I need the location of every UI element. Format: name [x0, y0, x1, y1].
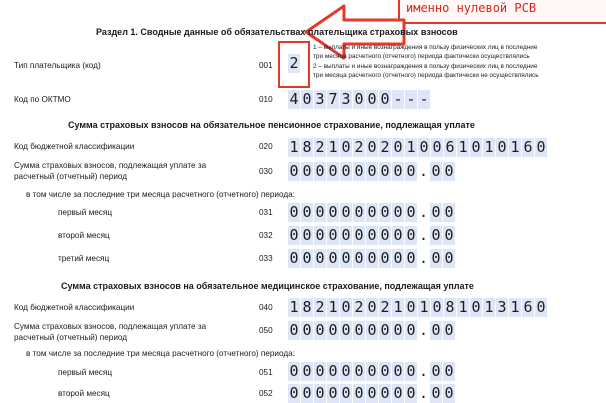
- digit-cell[interactable]: 0: [367, 138, 377, 156]
- digit-cell[interactable]: 1: [328, 138, 338, 156]
- digit-cell[interactable]: 0: [497, 138, 507, 156]
- digit-cell[interactable]: 1: [458, 298, 468, 316]
- medical-sum-rub[interactable]: [288, 321, 417, 340]
- digit-cell[interactable]: 0: [393, 162, 403, 180]
- digit-cell[interactable]: 0: [444, 384, 454, 402]
- digit-cell[interactable]: 0: [341, 384, 351, 402]
- digit-cell[interactable]: 3: [315, 90, 325, 108]
- digit-cell[interactable]: 2: [380, 298, 390, 316]
- digit-cell[interactable]: 0: [289, 203, 299, 221]
- digit-cell[interactable]: 0: [380, 90, 390, 108]
- digit-cell[interactable]: 0: [406, 321, 416, 339]
- digit-cell[interactable]: 0: [444, 321, 454, 339]
- digit-cell[interactable]: 0: [354, 321, 364, 339]
- digit-cell[interactable]: 0: [302, 321, 312, 339]
- digit-cell[interactable]: 0: [536, 298, 546, 316]
- decimal-point: .: [419, 362, 429, 380]
- digit-cell[interactable]: 6: [523, 138, 533, 156]
- oktmo-field[interactable]: [288, 90, 430, 109]
- digit-cell[interactable]: 2: [315, 138, 325, 156]
- digit-cell[interactable]: 0: [341, 362, 351, 380]
- digit-cell[interactable]: -: [406, 90, 416, 108]
- pension-m1-code: 031: [259, 208, 273, 217]
- decimal-point: .: [419, 384, 429, 402]
- digit-cell[interactable]: 0: [289, 321, 299, 339]
- payer-type-note-2: три месяца расчетного (отчетного) периода фактически осуществлялись: [313, 53, 530, 60]
- digit-cell[interactable]: 1: [393, 298, 403, 316]
- section-title: Раздел 1. Сводные данные об обязательствах плательщика страховых взносов: [96, 27, 458, 37]
- digit-cell[interactable]: 0: [328, 249, 338, 267]
- digit-cell[interactable]: 0: [354, 384, 364, 402]
- digit-cell[interactable]: 0: [406, 162, 416, 180]
- digit-cell[interactable]: 1: [510, 298, 520, 316]
- digit-cell[interactable]: 1: [289, 298, 299, 316]
- digit-cell[interactable]: 2: [354, 138, 364, 156]
- digit-cell[interactable]: 0: [380, 249, 390, 267]
- pension-sum-code: 030: [259, 167, 273, 176]
- decimal-point: .: [419, 162, 429, 180]
- payer-type-note-3: 2 – выплаты и иные вознаграждения в пользу физических лиц в последние: [313, 63, 538, 70]
- digit-cell[interactable]: 0: [328, 162, 338, 180]
- digit-cell[interactable]: 0: [432, 298, 442, 316]
- digit-cell[interactable]: 0: [289, 226, 299, 244]
- digit-cell[interactable]: 3: [497, 298, 507, 316]
- decimal-point: .: [419, 321, 429, 339]
- pension-m2-field[interactable]: [288, 226, 455, 245]
- medical-incl-label: в том числе за последние три месяца расчетного (отчетного) периода:: [26, 349, 295, 358]
- medical-sum-field[interactable]: [288, 321, 455, 340]
- digit-cell[interactable]: 0: [380, 203, 390, 221]
- pension-kbk-code: 020: [259, 142, 273, 151]
- pension-sum-field[interactable]: [288, 162, 455, 181]
- payer-type-highlight: [278, 41, 310, 88]
- digit-cell[interactable]: 0: [328, 384, 338, 402]
- digit-cell[interactable]: 0: [444, 249, 454, 267]
- pension-m3-code: 033: [259, 254, 273, 263]
- pension-m1-rub[interactable]: [288, 203, 417, 222]
- digit-cell[interactable]: 0: [406, 298, 416, 316]
- payer-type-code: 001: [259, 61, 273, 70]
- callout-note: [398, 0, 606, 24]
- digit-cell[interactable]: 3: [341, 90, 351, 108]
- digit-cell[interactable]: 0: [406, 203, 416, 221]
- digit-cell[interactable]: 1: [510, 138, 520, 156]
- payer-type-note-1: 1 – выплаты и иные вознаграждения в пользу физических лиц в последние: [313, 44, 538, 51]
- digit-cell[interactable]: 0: [289, 384, 299, 402]
- digit-cell[interactable]: 0: [302, 384, 312, 402]
- medical-title: Сумма страховых взносов на обязательное медицинское страхование, подлежащая уплате: [61, 281, 474, 291]
- digit-cell[interactable]: 8: [445, 298, 455, 316]
- pension-m2-rub[interactable]: [288, 226, 417, 245]
- medical-m1-code: 051: [259, 368, 273, 377]
- digit-cell[interactable]: 0: [315, 384, 325, 402]
- digit-cell[interactable]: 0: [380, 162, 390, 180]
- digit-cell[interactable]: 0: [354, 362, 364, 380]
- medical-sum-label-2: расчетный (отчетный) период: [14, 333, 128, 342]
- digit-cell[interactable]: 0: [431, 362, 441, 380]
- digit-cell[interactable]: 0: [354, 249, 364, 267]
- medical-m2-rub[interactable]: [288, 384, 417, 403]
- digit-cell[interactable]: 0: [367, 90, 377, 108]
- digit-cell[interactable]: 0: [289, 362, 299, 380]
- digit-cell[interactable]: 0: [367, 384, 377, 402]
- digit-cell[interactable]: 0: [367, 298, 377, 316]
- digit-cell[interactable]: 0: [289, 162, 299, 180]
- medical-m2-code: 052: [259, 389, 273, 398]
- pension-incl-label: в том числе за последние три месяца расчетного (отчетного) периода:: [26, 190, 295, 199]
- medical-kbk-label: Код бюджетной классификации: [14, 303, 135, 312]
- digit-cell[interactable]: 0: [393, 384, 403, 402]
- oktmo-code: 010: [259, 95, 273, 104]
- digit-cell[interactable]: 0: [302, 90, 312, 108]
- pension-kbk-field[interactable]: [288, 138, 547, 157]
- digit-cell[interactable]: 0: [354, 90, 364, 108]
- digit-cell[interactable]: 8: [302, 298, 312, 316]
- digit-cell[interactable]: 1: [419, 298, 429, 316]
- digit-cell[interactable]: 0: [471, 138, 481, 156]
- payer-type-note-4: три месяца расчетного (отчетного) периода фактически не осуществлялись: [313, 72, 539, 79]
- digit-cell[interactable]: 2: [354, 298, 364, 316]
- medical-kbk-field[interactable]: [288, 298, 547, 317]
- digit-cell[interactable]: 0: [367, 203, 377, 221]
- pension-kbk-label: Код бюджетной классификации: [14, 142, 135, 151]
- digit-cell[interactable]: 8: [302, 138, 312, 156]
- decimal-point: .: [419, 203, 429, 221]
- digit-cell[interactable]: 1: [406, 138, 416, 156]
- medical-m1-field[interactable]: [288, 362, 455, 381]
- digit-cell[interactable]: 0: [328, 362, 338, 380]
- digit-cell[interactable]: 2: [315, 298, 325, 316]
- digit-cell[interactable]: 0: [341, 138, 351, 156]
- digit-cell[interactable]: 0: [367, 362, 377, 380]
- digit-cell[interactable]: 0: [302, 362, 312, 380]
- pension-m1-kop[interactable]: [430, 203, 455, 222]
- pension-title: Сумма страховых взносов на обязательное пенсионное страхование, подлежащая уплате: [68, 120, 475, 130]
- digit-cell[interactable]: 0: [419, 138, 429, 156]
- medical-sum-kop[interactable]: [430, 321, 455, 340]
- digit-cell[interactable]: 0: [341, 321, 351, 339]
- digit-cell[interactable]: 1: [289, 138, 299, 156]
- digit-cell[interactable]: 0: [406, 226, 416, 244]
- digit-cell[interactable]: 0: [302, 203, 312, 221]
- digit-cell[interactable]: 0: [354, 162, 364, 180]
- pension-sum-kop[interactable]: [430, 162, 455, 181]
- digit-cell[interactable]: 0: [315, 162, 325, 180]
- digit-cell[interactable]: 0: [444, 162, 454, 180]
- digit-cell[interactable]: 0: [328, 203, 338, 221]
- digit-cell[interactable]: 0: [393, 249, 403, 267]
- digit-cell[interactable]: 0: [536, 138, 546, 156]
- digit-cell[interactable]: 0: [367, 321, 377, 339]
- medical-m1-rub[interactable]: [288, 362, 417, 381]
- payer-type-label: Тип плательщика (код): [14, 61, 101, 70]
- digit-cell[interactable]: 0: [406, 384, 416, 402]
- pension-m3-field[interactable]: [288, 249, 455, 268]
- medical-m2-kop[interactable]: [430, 384, 455, 403]
- digit-cell[interactable]: 0: [315, 362, 325, 380]
- digit-cell[interactable]: 0: [393, 321, 403, 339]
- digit-cell[interactable]: 0: [328, 226, 338, 244]
- digit-cell[interactable]: 0: [302, 162, 312, 180]
- medical-m1-kop[interactable]: [430, 362, 455, 381]
- medical-m1-label: первый месяц: [58, 368, 113, 377]
- digit-cell[interactable]: 0: [471, 298, 481, 316]
- digit-cell[interactable]: 0: [380, 321, 390, 339]
- digit-cell[interactable]: 0: [406, 362, 416, 380]
- decimal-point: .: [419, 249, 429, 267]
- digit-cell[interactable]: 0: [302, 249, 312, 267]
- medical-m2-field[interactable]: [288, 384, 455, 403]
- digit-cell[interactable]: 0: [341, 298, 351, 316]
- medical-sum-label-1: Сумма страховых взносов, подлежащая уплате за: [14, 322, 207, 331]
- digit-cell[interactable]: 0: [341, 249, 351, 267]
- pension-m2-label: второй месяц: [58, 231, 110, 240]
- pension-m3-rub[interactable]: [288, 249, 417, 268]
- digit-cell[interactable]: 0: [315, 226, 325, 244]
- digit-cell[interactable]: 0: [367, 226, 377, 244]
- digit-cell[interactable]: 1: [458, 138, 468, 156]
- digit-cell[interactable]: -: [393, 90, 403, 108]
- digit-cell[interactable]: 0: [302, 226, 312, 244]
- digit-cell[interactable]: 0: [431, 226, 441, 244]
- digit-cell[interactable]: 0: [315, 321, 325, 339]
- digit-cell[interactable]: 1: [484, 138, 494, 156]
- digit-cell[interactable]: 0: [354, 226, 364, 244]
- digit-cell[interactable]: 0: [367, 249, 377, 267]
- digit-cell[interactable]: 1: [328, 298, 338, 316]
- digit-cell[interactable]: 0: [444, 362, 454, 380]
- digit-cell[interactable]: 0: [406, 249, 416, 267]
- medical-kbk-code: 040: [259, 303, 273, 312]
- digit-cell[interactable]: 4: [289, 90, 299, 108]
- digit-cell[interactable]: 0: [341, 162, 351, 180]
- decimal-point: .: [419, 226, 429, 244]
- callout-text: именно нулевой РСВ: [406, 1, 537, 15]
- digit-cell[interactable]: 2: [380, 138, 390, 156]
- payer-type-cell[interactable]: 2: [289, 54, 299, 72]
- digit-cell[interactable]: 0: [431, 249, 441, 267]
- digit-cell[interactable]: 0: [431, 162, 441, 180]
- digit-cell[interactable]: 0: [341, 226, 351, 244]
- digit-cell[interactable]: 0: [393, 226, 403, 244]
- digit-cell[interactable]: 0: [444, 203, 454, 221]
- pension-m2-code: 032: [259, 231, 273, 240]
- digit-cell[interactable]: 0: [393, 362, 403, 380]
- digit-cell[interactable]: 6: [523, 298, 533, 316]
- digit-cell[interactable]: 0: [432, 138, 442, 156]
- digit-cell[interactable]: 0: [380, 226, 390, 244]
- pension-m2-kop[interactable]: [430, 226, 455, 245]
- digit-cell[interactable]: 0: [431, 203, 441, 221]
- oktmo-label: Код по ОКТМО: [14, 95, 71, 104]
- digit-cell[interactable]: 1: [484, 298, 494, 316]
- pension-m1-field[interactable]: [288, 203, 455, 222]
- pension-sum-label-1: Сумма страховых взносов, подлежащая уплате за: [14, 161, 207, 170]
- digit-cell[interactable]: 0: [393, 203, 403, 221]
- digit-cell[interactable]: 6: [445, 138, 455, 156]
- medical-sum-code: 050: [259, 326, 273, 335]
- medical-m2-label: второй месяц: [58, 389, 110, 398]
- digit-cell[interactable]: 0: [393, 138, 403, 156]
- digit-cell[interactable]: -: [419, 90, 429, 108]
- digit-cell[interactable]: 0: [380, 384, 390, 402]
- digit-cell[interactable]: 0: [431, 384, 441, 402]
- digit-cell[interactable]: 0: [354, 203, 364, 221]
- digit-cell[interactable]: 0: [315, 249, 325, 267]
- digit-cell[interactable]: 0: [431, 321, 441, 339]
- digit-cell[interactable]: 0: [367, 162, 377, 180]
- digit-cell[interactable]: 0: [444, 226, 454, 244]
- pension-sum-rub[interactable]: [288, 162, 417, 181]
- digit-cell[interactable]: 0: [380, 362, 390, 380]
- pension-sum-label-2: расчетный (отчетный) период: [14, 172, 128, 181]
- digit-cell[interactable]: 0: [315, 203, 325, 221]
- pension-m1-label: первый месяц: [58, 208, 113, 217]
- pension-m3-label: третий месяц: [58, 254, 110, 263]
- digit-cell[interactable]: 7: [328, 90, 338, 108]
- digit-cell[interactable]: 0: [328, 321, 338, 339]
- digit-cell[interactable]: 0: [289, 249, 299, 267]
- pension-m3-kop[interactable]: [430, 249, 455, 268]
- digit-cell[interactable]: 0: [341, 203, 351, 221]
